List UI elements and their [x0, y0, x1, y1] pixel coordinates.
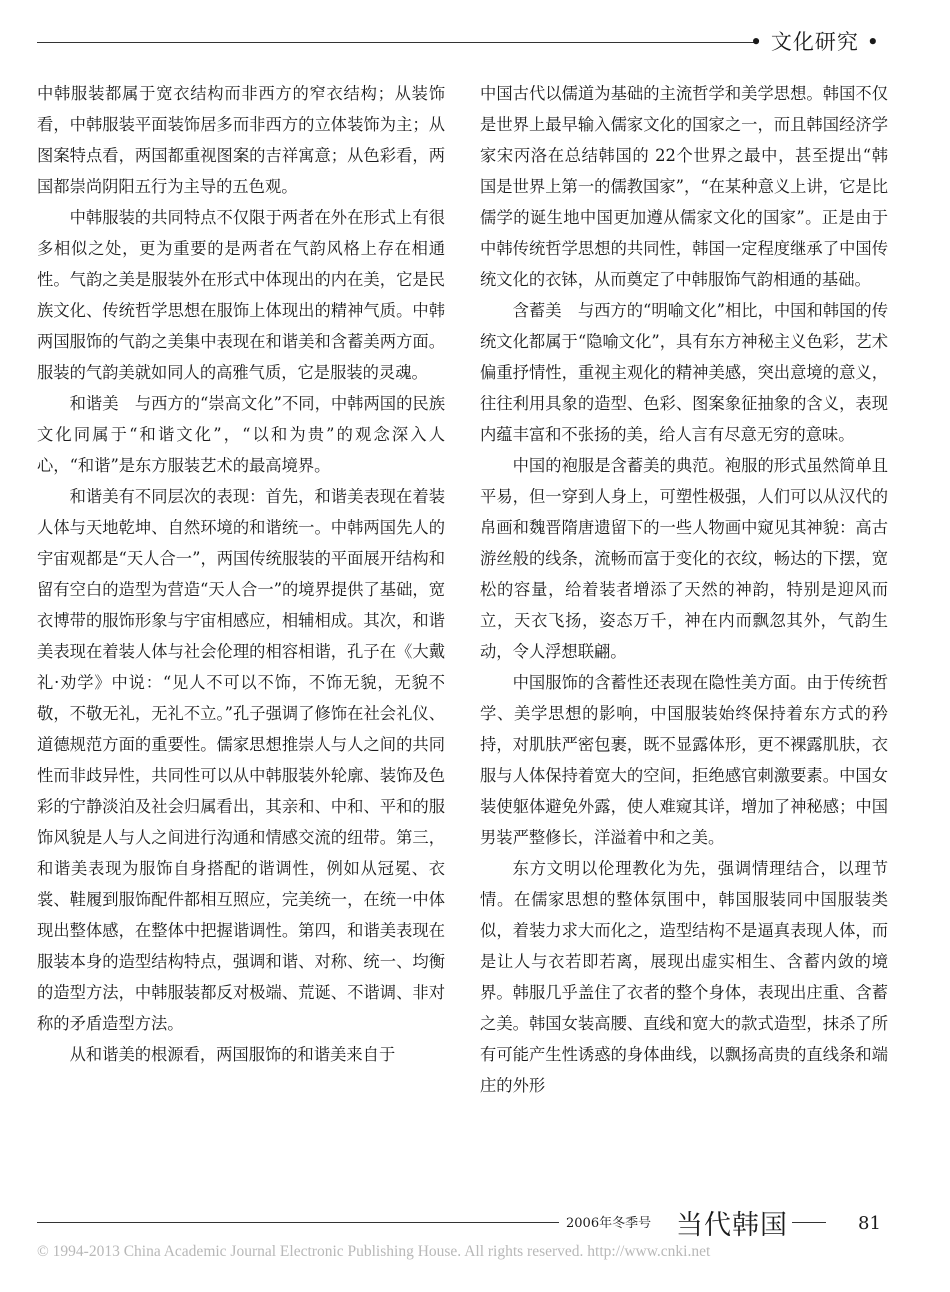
paragraph: 和谐美有不同层次的表现：首先，和谐美表现在着装人体与天地乾坤、自然环境的和谐统一。中韩两国先人的宇宙观都是“天人合一”，两国传统服装的平面展开结构和留有空白的造型为营造“天人合一”的境界提供了基础，宽衣博带的服饰形象与宇宙相感应，相辅相成。其次，和谐美表现在着装人体与社会伦理的相容相谐，孔子在《大戴礼·劝学》中说：“见人不可以不饰，不饰无貌，无貌不敬，不敬无礼，无礼不立。”孔子强调了修饰在社会礼仪、道德规范方面的重要性。儒家思想推崇人与人之间的共同性而非歧异性，共同性可以从中韩服装外轮廓、装饰及色彩的宁静淡泊及社会归属看出，其亲和、中和、平和的服饰风貌是人与人之间进行沟通和情感交流的纽带。第三，和谐美表现为服饰自身搭配的谐调性，例如从冠冕、衣裳、鞋履到服饰配件都相互照应，完美统一，在统一中体现出整体感，在整体中把握谐调性。第四，和谐美表现在服装本身的造型结构特点，强调和谐、对称、统一、均衡的造型方法，中韩服装都反对极端、荒诞、不谐调、非对称的矛盾造型方法。 [37, 487, 445, 1033]
paragraph: 中国古代以儒道为基础的主流哲学和美学思想。韩国不仅是世界上最早输入儒家文化的国家之一，而且韩国经济学家宋丙洛在总结韩国的 22个世界之最中，甚至提出“韩国是世界上第一的儒教国家”，“在某种意义上讲，它是比儒学的诞生地中国更加遵从儒家文化的国家”。正是由于中韩传统哲学思想的共同性，韩国一定程度继承了中国传统文化的衣钵，从而奠定了中韩服饰气韵相通的基础。 [480, 84, 888, 289]
copyright-notice: © 1994-2013 China Academic Journal Electronic Publishing House. All rights reserved. http://www.cnki.net [37, 1243, 711, 1260]
journal-issue: 2006年冬季号 [566, 1216, 652, 1231]
paragraph: 中韩服装都属于宽衣结构而非西方的窄衣结构；从装饰看，中韩服装平面装饰居多而非西方的立体装饰为主；从图案特点看，两国都重视图案的吉祥寓意；从色彩看，两国都崇尚阴阳五行为主导的五色观。 [37, 84, 445, 196]
paragraph: 含蓄美 与西方的“明喻文化”相比，中国和韩国的传统文化都属于“隐喻文化”，具有东方神秘主义色彩，艺术偏重抒情性，重视主观化的精神美感，突出意境的意义，往往利用具象的造型、色彩、图案象征抽象的含义，表现内蕴丰富和不张扬的美，给人言有尽意无穷的意味。 [480, 301, 888, 444]
section-title: • 文化研究 • [749, 30, 880, 54]
right-column [480, 78, 888, 1101]
paragraph: 中国服饰的含蓄性还表现在隐性美方面。由于传统哲学、美学思想的影响，中国服装始终保持着东方式的矜持，对肌肤严密包裹，既不显露体形，更不裸露肌肤，衣服与人体保持着宽大的空间，拒绝感官刺激要素。中国女装使躯体避免外露，使人难窥其详，增加了神秘感；中国男装严整修长，洋溢着中和之美。 [480, 673, 888, 847]
footer-dash [792, 1222, 826, 1223]
header-rule [37, 42, 757, 43]
footer-rule [37, 1222, 559, 1223]
paragraph: 中国的袍服是含蓄美的典范。袍服的形式虽然简单且平易，但一穿到人身上，可塑性极强，人们可以从汉代的帛画和魏晋隋唐遗留下的一些人物画中窥见其神貌：高古游丝般的线条，流畅而富于变化的衣纹，畅达的下摆，宽松的容量，给着装者增添了天然的神韵，特别是迎风而立，天衣飞扬，姿态万千，神在内而飘忽其外，气韵生动，令人浮想联翩。 [480, 456, 888, 661]
paragraph: 东方文明以伦理教化为先，强调情理结合，以理节情。在儒家思想的整体氛围中，韩国服装同中国服装类似，着装力求大而化之，造型结构不是逼真表现人体，而是让人与衣若即若离，展现出虚实相生、含蓄内敛的境界。韩服几乎盖住了衣者的整个身体，表现出庄重、含蓄之美。韩国女装高腰、直线和宽大的款式造型，抹杀了所有可能产生性诱惑的身体曲线，以飘扬高贵的直线条和端庄的外形 [480, 859, 888, 1095]
paragraph: 中韩服装的共同特点不仅限于两者在外在形式上有很多相似之处，更为重要的是两者在气韵风格上存在相通性。气韵之美是服装外在形式中体现出的内在美，它是民族文化、传统哲学思想在服饰上体现出的精神气质。中韩两国服饰的气韵之美集中表现在和谐美和含蓄美两方面。服装的气韵美就如同人的高雅气质，它是服装的灵魂。 [37, 208, 445, 382]
page-number: 81 [858, 1213, 881, 1234]
journal-title: 当代韩国 [676, 1210, 788, 1241]
paragraph: 和谐美 与西方的“崇高文化”不同，中韩两国的民族文化同属于“和谐文化”，“以和为贵”的观念深入人心，“和谐”是东方服装艺术的最高境界。 [37, 394, 445, 475]
paragraph: 从和谐美的根源看，两国服饰的和谐美来自于 [69, 1045, 396, 1064]
left-column [37, 78, 445, 1070]
